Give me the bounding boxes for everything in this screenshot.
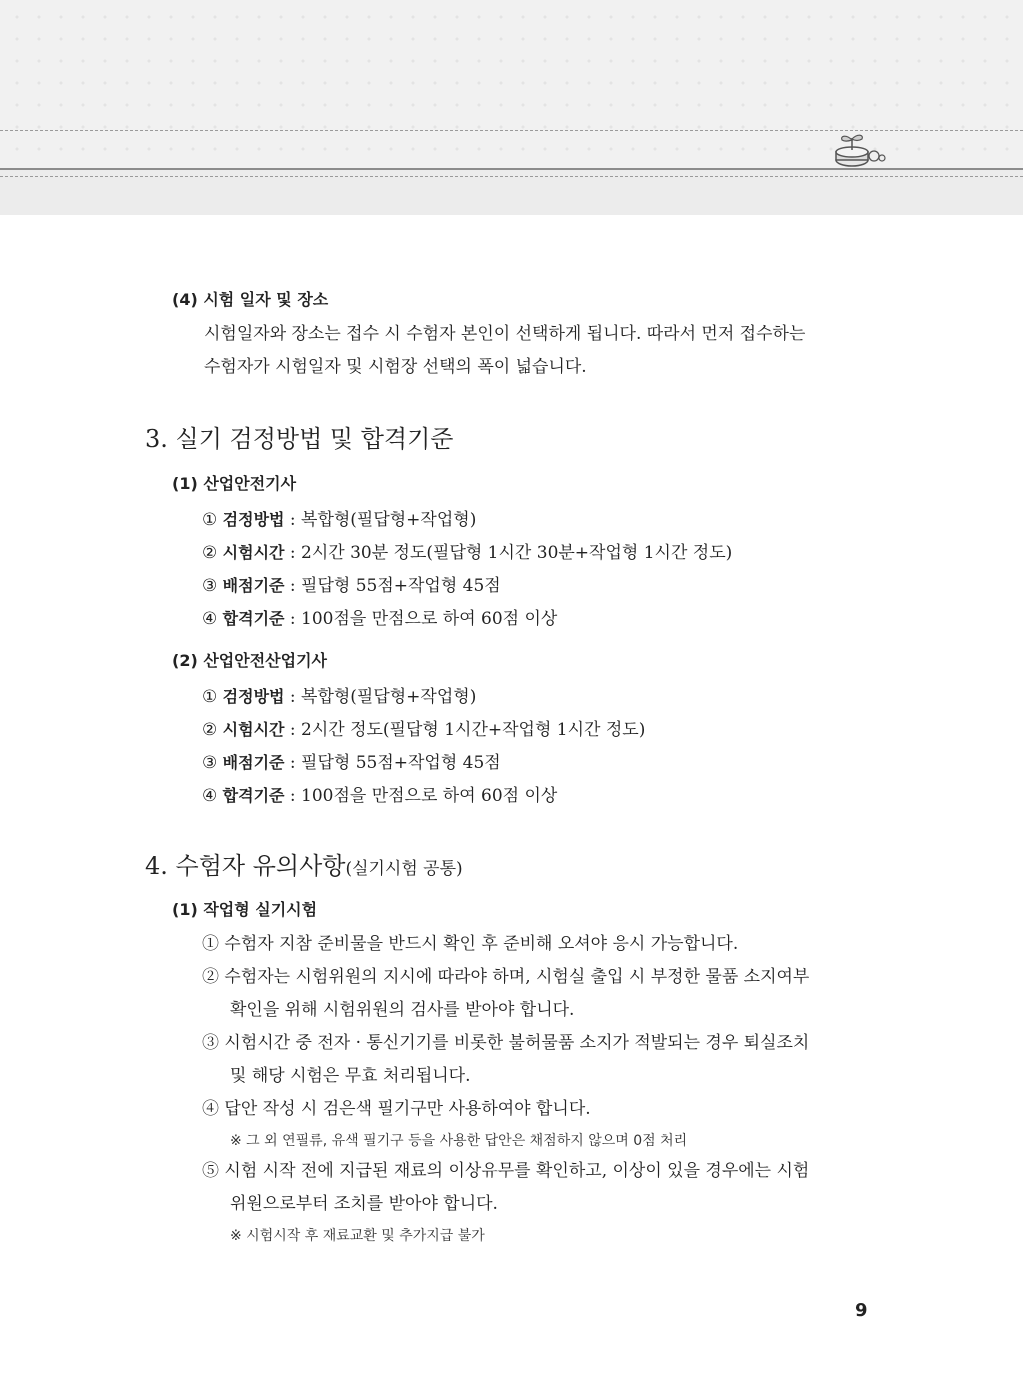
s4-item-2: ② 수험자는 시험위원의 지시에 따라야 하며, 시험실 출입 시 부정한 물품 소지여부 확인을 위해 시험위원의 검사를 받아야 합니다. (202, 967, 810, 1020)
s3-sub2-item-3: ③ 배점기준 : 필답형 55점+작업형 45점 (202, 753, 501, 773)
s3-sub1-item-2: ② 시험시간 : 2시간 30분 정도(필답형 1시간 30분+작업형 1시간 정도) (202, 543, 733, 563)
header-dashed-line-bottom (0, 176, 1023, 177)
s3-sub2-item-2: ② 시험시간 : 2시간 정도(필답형 1시간+작업형 1시간 정도) (202, 720, 646, 740)
section-4-sub-1-heading: (1) 작업형 실기시험 (172, 900, 318, 919)
exam-date-heading: (4) 시험 일자 및 장소 (172, 290, 329, 309)
s3-sub1-item-4: ④ 합격기준 : 100점을 만점으로 하여 60점 이상 (202, 609, 558, 629)
s3-sub2-item-4: ④ 합격기준 : 100점을 만점으로 하여 60점 이상 (202, 786, 558, 806)
section-3-sub-1-heading: (1) 산업안전기사 (172, 474, 297, 493)
section-4-title (145, 846, 463, 881)
exam-date-line-1: 시험일자와 장소는 접수 시 수험자 본인이 선택하게 됩니다. 따라서 먼저 접수하는 (204, 324, 806, 344)
s4-item-3: ③ 시험시간 중 전자 · 통신기기를 비롯한 불허물품 소지가 적발되는 경우 퇴실조치 및 해당 시험은 무효 처리됩니다. (202, 1033, 810, 1086)
s3-sub1-item-3: ③ 배점기준 : 필답형 55점+작업형 45점 (202, 576, 501, 596)
section-3-sub-2-heading: (2) 산업안전산업기사 (172, 651, 327, 670)
s4-item-4-note: ※ 그 외 연필류, 유색 필기구 등을 사용한 답안은 채점하지 않으며 0점 처리 (230, 1133, 688, 1149)
s4-item-4: ④ 답안 작성 시 검은색 필기구만 사용하여야 합니다. (202, 1099, 591, 1119)
sprout-pot-icon (830, 130, 890, 170)
exam-date-line-2: 수험자가 시험일자 및 시험장 선택의 폭이 넓습니다. (204, 357, 587, 377)
exam-date-paragraph (204, 318, 894, 384)
section-4-title-text: 4. 수험자 유의사항 (145, 852, 346, 880)
s4-item-1: ① 수험자 지참 준비물을 반드시 확인 후 준비해 오셔야 응시 가능합니다. (202, 934, 739, 954)
section-4-title-note: (실기시험 공통) (345, 859, 463, 879)
s3-sub1-item-1: ① 검정방법 : 복합형(필답형+작업형) (202, 510, 477, 530)
s3-sub2-item-1: ① 검정방법 : 복합형(필답형+작업형) (202, 687, 477, 707)
section-3-title: 3. 실기 검정방법 및 합격기준 (145, 425, 454, 453)
s4-item-5-note: ※ 시험시작 후 재료교환 및 추가지급 불가 (230, 1228, 485, 1244)
s4-item-5: ⑤ 시험 시작 전에 지급된 재료의 이상유무를 확인하고, 이상이 있을 경우에는 시험 위원으로부터 조치를 받아야 합니다. (202, 1161, 810, 1214)
page-header-band (0, 0, 1023, 215)
page-number: 9 (855, 1300, 868, 1321)
